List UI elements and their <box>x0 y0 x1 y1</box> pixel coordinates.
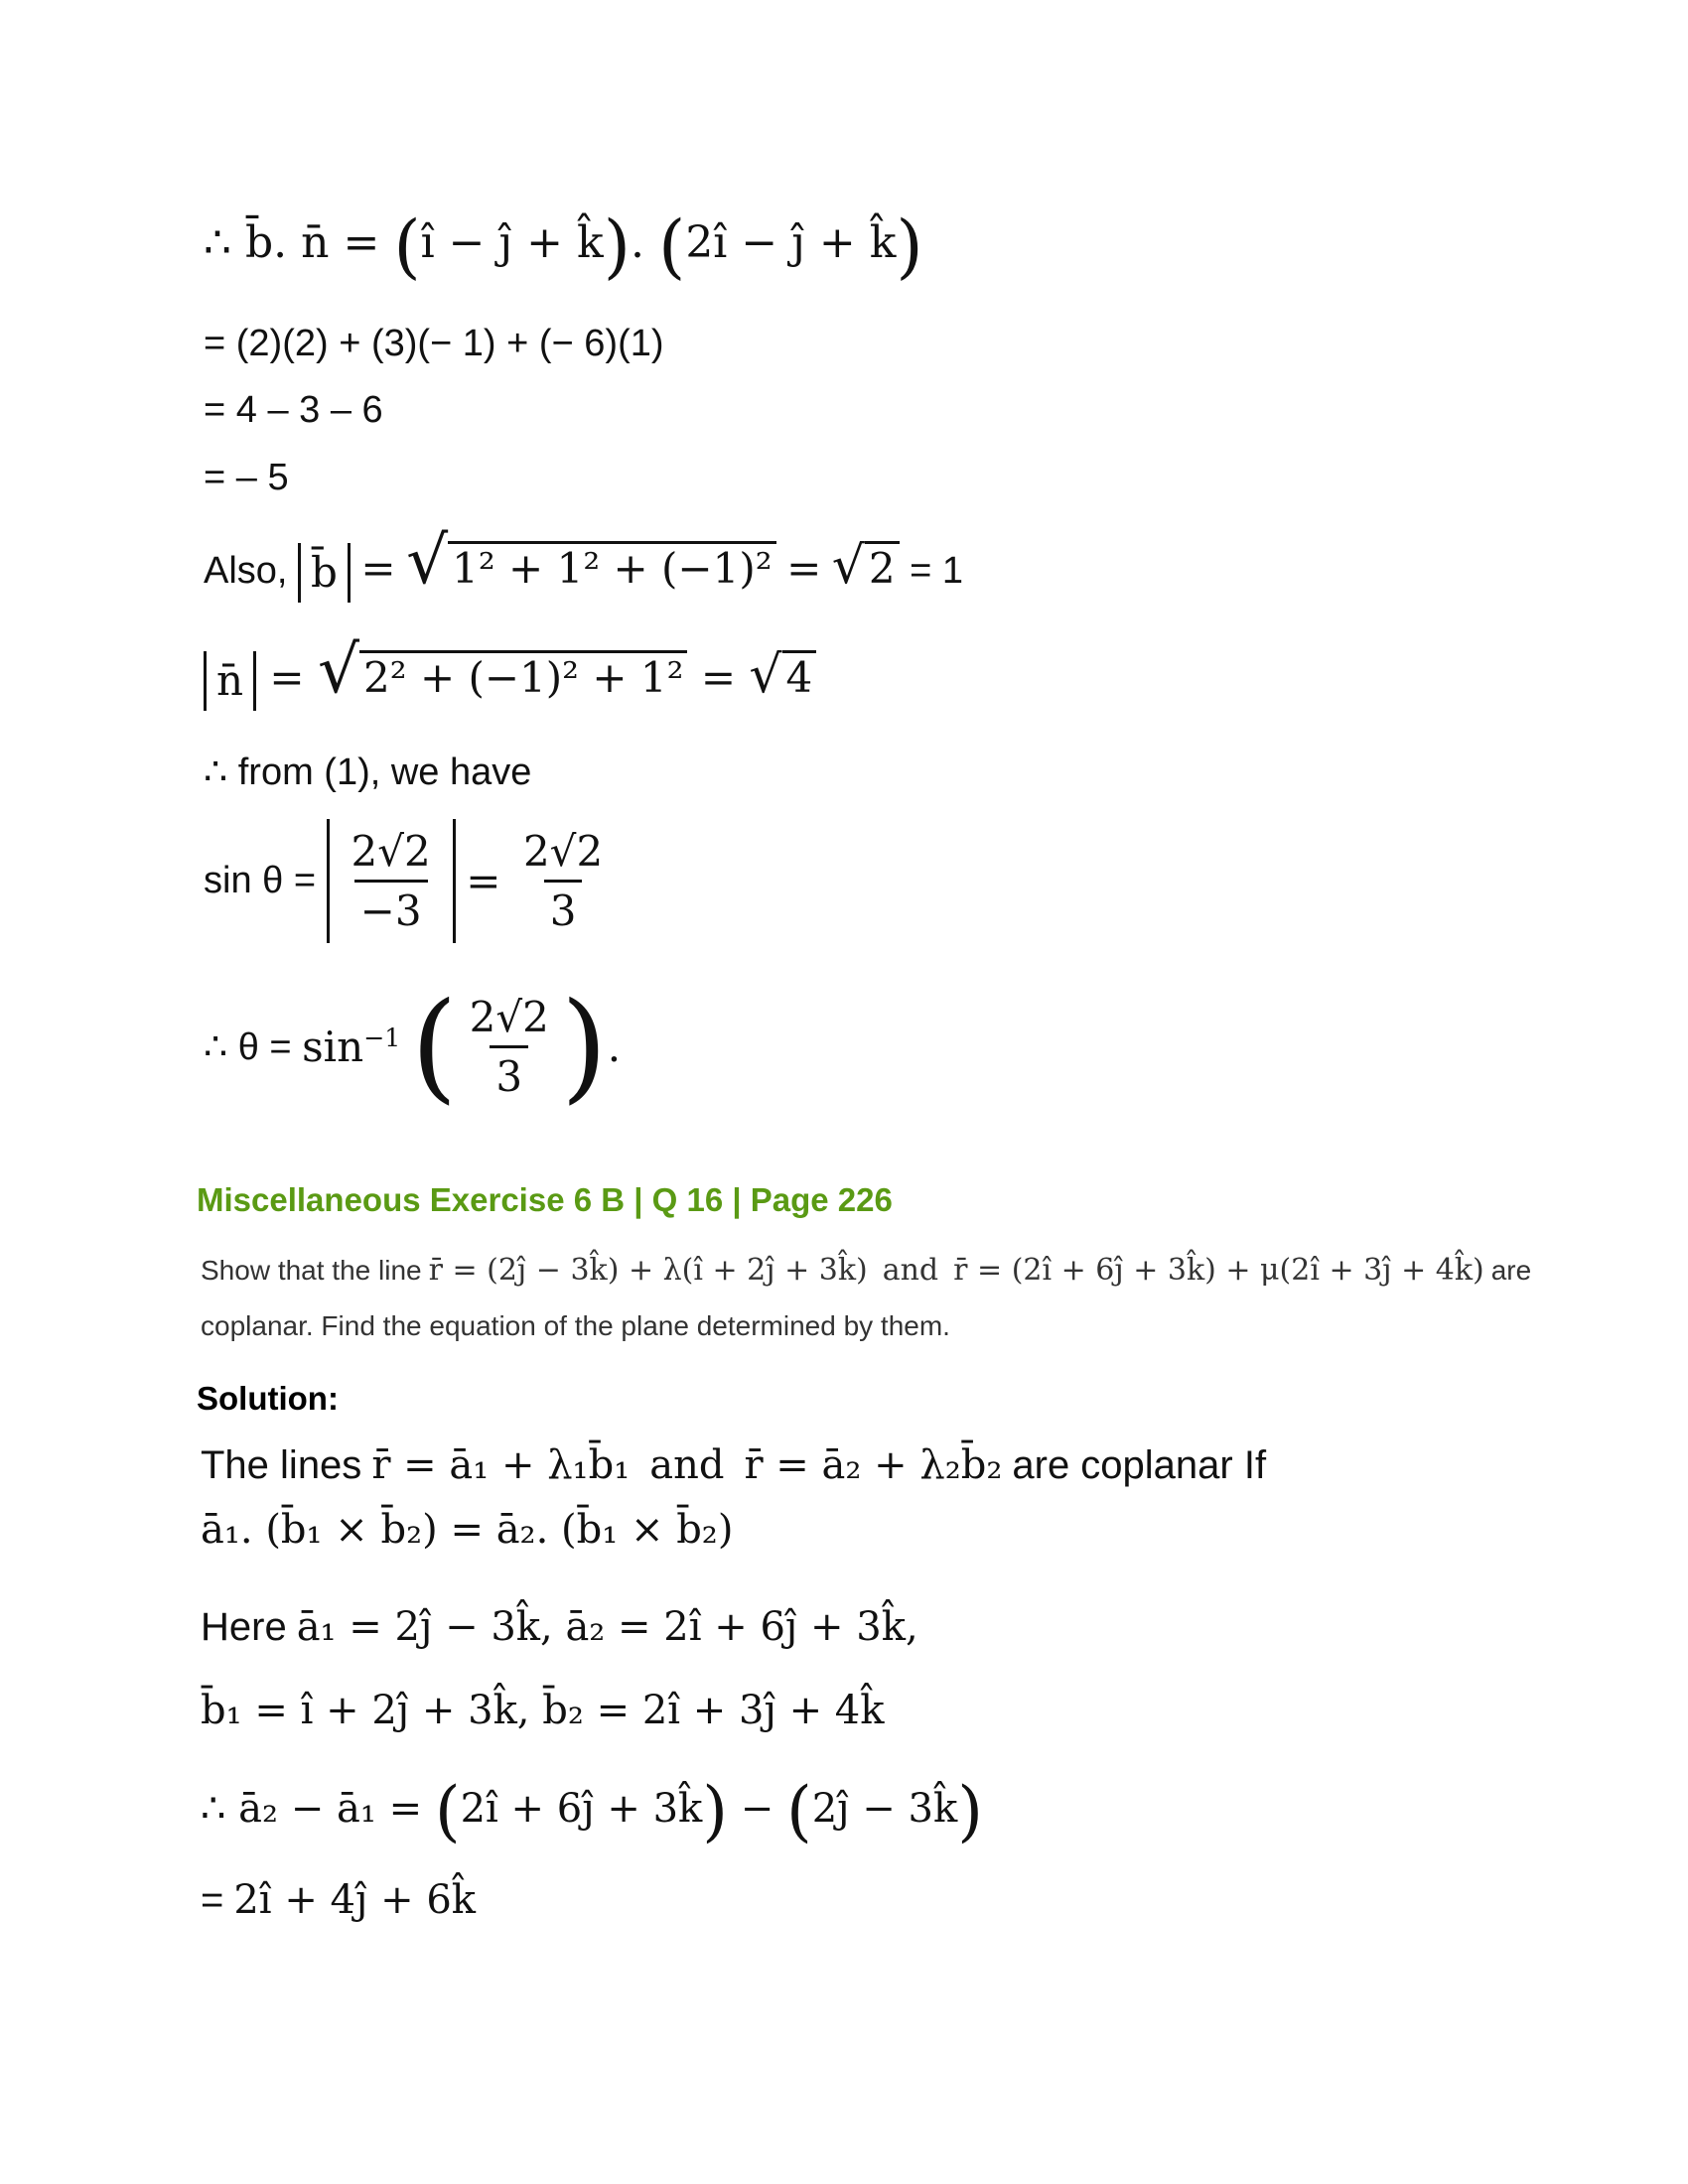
equals: = <box>201 1878 224 1922</box>
line-equation-2: r̄ = (2î + 6ĵ + 3k̂) + μ(2î + 3ĵ + 4k̂) <box>953 1253 1484 1288</box>
solution-line-3 <box>201 1603 918 1650</box>
fraction: $\frac{2√2}{3}$ <box>469 993 549 1101</box>
eq-b-dot-n-expr2: 2î − ĵ + k̂ <box>685 217 897 268</box>
sqrt-four: √4 <box>749 625 816 728</box>
equals: = <box>360 544 396 593</box>
question-text: Show that the line <box>201 1255 422 1286</box>
equals: = <box>269 653 305 702</box>
eq-dot: . <box>631 217 644 268</box>
here-label: Here <box>201 1605 287 1649</box>
left-paren: ( <box>785 1773 812 1849</box>
eq-b-dot-n <box>204 199 923 291</box>
eq-line-3: = 4 – 3 – 6 <box>204 389 383 431</box>
right-paren: ) <box>957 1773 983 1849</box>
exercise-heading[interactable]: Miscellaneous Exercise 6 B | Q 16 | Page 226 <box>197 1181 893 1218</box>
solution-text: are coplanar If <box>1012 1443 1267 1487</box>
fraction: $\frac{2√2}{3}$ <box>522 827 604 935</box>
sqrt-expression: √1² + 1² + (−1)² <box>406 511 776 618</box>
eq-line-4: = – 5 <box>204 457 289 498</box>
vector-a1: 2ĵ − 3k̂ <box>811 1786 958 1832</box>
sin-function: $\sin^{-1}$ <box>302 1023 401 1071</box>
abs-n: n̄ <box>204 651 256 711</box>
also-label: Also, <box>204 550 288 592</box>
theta-prefix: ∴ θ = <box>204 1026 292 1068</box>
difference-prefix: ∴ ā₂ − ā₁ = <box>201 1786 423 1832</box>
abs-fraction <box>327 819 456 943</box>
solution-line-5 <box>201 1759 983 1861</box>
abs-b: b̄ <box>298 543 351 603</box>
right-paren: ) <box>702 1773 728 1849</box>
right-paren: ) <box>560 978 608 1116</box>
minus-sign: − <box>740 1786 774 1832</box>
sqrt-two: √2 <box>832 516 900 618</box>
line-equation-1: r̄ = ā₁ + λ₁b̄₁ <box>371 1442 631 1488</box>
left-paren: ( <box>393 205 421 287</box>
equals: = <box>786 544 822 593</box>
eq-mod-b <box>204 511 963 620</box>
solution-line-1 <box>201 1441 1266 1488</box>
period: . <box>607 1023 622 1071</box>
question-line-2: coplanar. Find the equation of the plane determined by them. <box>201 1310 950 1341</box>
eq-b-dot-n-expr1: î − ĵ + k̂ <box>420 217 604 268</box>
eq-b-dot-n-prefix: ∴ b̄. n̄ = <box>204 217 380 268</box>
equals: = <box>700 653 737 702</box>
fraction: $\frac{2√2}{-3}$ <box>351 827 431 935</box>
left-paren: ( <box>434 1773 461 1849</box>
and-text: and <box>649 1442 725 1488</box>
line-equation-1: r̄ = (2ĵ − 3k̂) + λ(î + 2ĵ + 3k̂) <box>428 1253 868 1288</box>
right-paren: ) <box>896 205 923 287</box>
left-paren: ( <box>410 978 458 1116</box>
vector-a2: 2î + 6ĵ + 3k̂ <box>460 1786 703 1832</box>
solution-text: The lines <box>201 1443 362 1487</box>
vector-definitions: ā₁ = 2ĵ − 3k̂, ā₂ = 2î + 6ĵ + 3k̂, <box>296 1604 918 1650</box>
solution-line-2: ā₁. (b̄₁ × b̄₂) = ā₂. (b̄₁ × b̄₂) <box>201 1507 734 1553</box>
eq-tail: = 1 <box>910 550 964 592</box>
eq-line-2: = (2)(2) + (3)(− 1) + (− 6)(1) <box>204 323 664 364</box>
solution-line-4: b̄₁ = î + 2ĵ + 3k̂, b̄₂ = 2î + 3ĵ + 4k̂ <box>201 1688 885 1733</box>
question-text: are <box>1490 1255 1532 1286</box>
equals: = <box>466 857 501 905</box>
sin-theta-label: sin θ = <box>204 860 317 901</box>
and-text: and <box>882 1253 939 1288</box>
solution-label: Solution: <box>197 1380 339 1417</box>
eq-sin-theta <box>204 819 615 943</box>
solution-line-6 <box>201 1876 476 1923</box>
sqrt-expression: √2² + (−1)² + 1² <box>318 620 688 728</box>
question-line-1 <box>201 1241 1531 1301</box>
line-equation-2: r̄ = ā₂ + λ₂b̄₂ <box>744 1442 1003 1488</box>
result-vector: 2î + 4ĵ + 6k̂ <box>233 1877 477 1923</box>
eq-theta <box>204 978 621 1116</box>
from-eq-1-text: ∴ from (1), we have <box>204 751 532 793</box>
left-paren: ( <box>658 205 686 287</box>
right-paren: ) <box>603 205 631 287</box>
eq-mod-n <box>204 620 816 728</box>
